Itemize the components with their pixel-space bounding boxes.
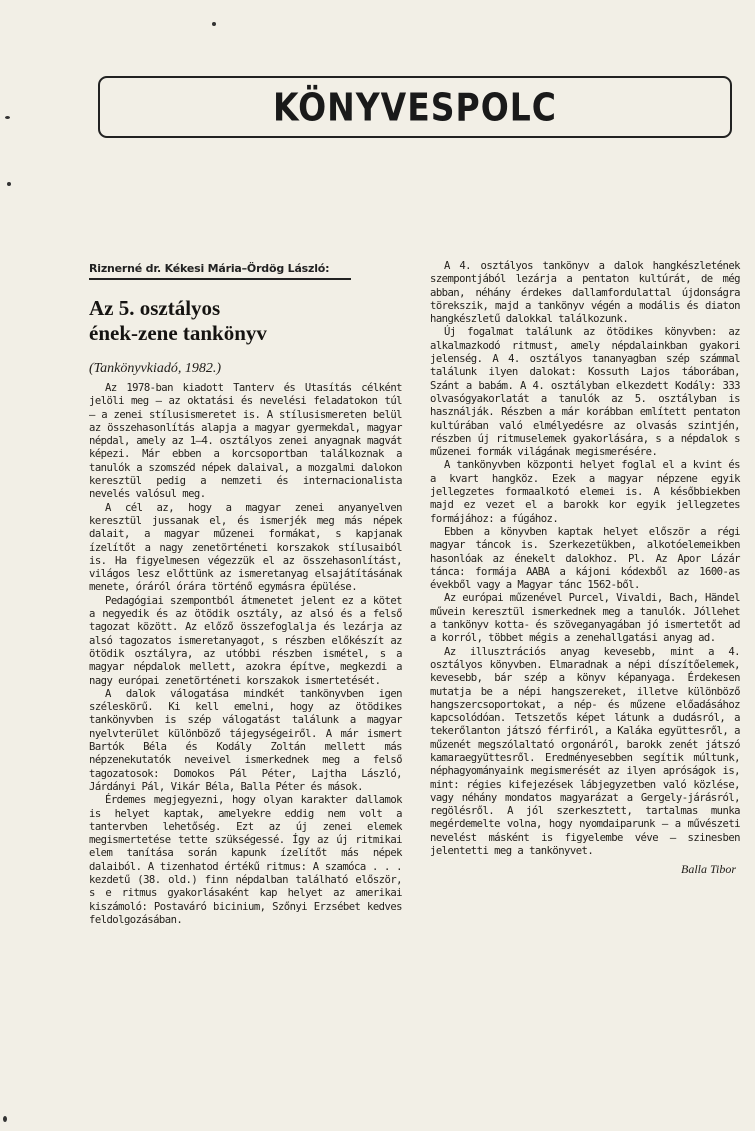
paragraph: Pedagógiai szempontból átmenetet jelent ez a kötet a negyedik és az ötödik osztály, az alsó és a felső tagozat között. Az előző összefoglalja és lezárja az alsó tagozatos ismeretanyagot, s részben előkészít az ötödik osztályra, az utóbbi részben ismétel, s a magyar népdalok mellett, azokra építve, megkezdi a nagy európai zenetörténeti korszakok ismertetését. — [89, 594, 402, 687]
paragraph: Az 1978-ban kiadott Tanterv és Utasítás célként jelöli meg — az oktatási és nevelési feladatokon túl — a zenei stílusismeretet is. A stílusismereten belül az összehasonlítás alapja a magyar gyermekdal, magyar népdal, amely az 1—4. osztályos zenei anyagnak magvát képezi. Már ebben a korcsoportban találkoznak a tanulók a szomszéd népek dalaival, a mozgalmi dalokon keresztül pedig a nemzeti és internacionalista nevelés valósul meg. — [89, 382, 402, 501]
paragraph: A tankönyvben központi helyet foglal el a kvint és a kvart hangköz. Ezek a magyar népzene egyik jellegzetes formaalkotó elemei is. A későbbiekben majd ez vezet el a barokk kor egyik jellegzetes formájához: a fúgához. — [430, 459, 740, 525]
paragraph: Ebben a könyvben kaptak helyet először a régi magyar táncok is. Szerkezetükben, alkotóelemeikben hasonlóak az énekelt dalokhoz. Pl. Az Apor Lázár tánca: formája AABA a kájoni kódexből az 1600-as évekből vagy a Magyar tánc 1562-ből. — [430, 525, 740, 592]
right-column-text — [430, 260, 740, 858]
left-column-text — [89, 382, 402, 927]
section-banner — [98, 76, 732, 138]
print-speck — [5, 116, 10, 119]
book-title-line-2: ének-zene tankönyv — [89, 321, 267, 345]
section-title: KÖNYVESPOLC — [273, 84, 557, 130]
paragraph: A 4. osztályos tankönyv a dalok hangkészletének szempontjából lezárja a pentaton kultúrát, de még abban, néhány érdekes dallamfordulattal újdonságra törekszik, majd a tankönyv végén a modális és diaton hangkészletű dalokkal találkozunk. — [430, 260, 740, 326]
left-column — [89, 262, 402, 927]
book-title — [89, 296, 402, 346]
paragraph: A dalok válogatása mindkét tankönyvben igen széleskörű. Ki kell emelni, hogy az ötödikes tankönyvben is szép válogatást találunk a magyar nyelvterület különböző tájegységeiről. A már ismert Bartók Béla és Kodály Zoltán mellett más népzenekutatók neveivel ismerkednek meg a felső tagozatosok: Domokos Pál Péter, Lajtha László, Járdányi Pál, Vikár Béla, Balla Péter és mások. — [89, 687, 402, 793]
paragraph: Érdemes megjegyezni, hogy olyan karakter dallamok is helyet kaptak, amelyekre eddig nem volt a tantervben lehetőség. Ezt az új zenei elemek megismertetése tette szükségessé. Így az új ritmikai elem tanítása során kapunk ízelítőt más népek dalaiból. A tizenhatod értékű ritmus: A szamóca . . . kezdetű (38. old.) finn népdalban található először, s e ritmus gyakorlásaként kap helyet az amerikai kiszámoló: Postaváró bicinium, Szőnyi Erzsébet kedves feldolgozásában. — [89, 794, 402, 926]
paragraph: A cél az, hogy a magyar zenei anyanyelven keresztül jussanak el, és ismerjék meg más népek dalait, a magyar műzenei formákat, s kapjanak ízelítőt a nagy zenetörténeti korszakok stílusaiból is. Ha figyelmesen végezzük el az összehasonlítást, világos lesz előttünk az ismeretanyag elsajátításának menete, óráról órára történő egymásra épülése. — [89, 501, 402, 594]
print-speck — [212, 22, 216, 26]
publisher-line: (Tankönyvkiadó, 1982.) — [89, 361, 222, 376]
paragraph: Az európai műzenével Purcel, Vivaldi, Bach, Händel művein keresztül ismerkednek meg a tanulók. Jóllehet a tankönyv kotta- és szöveganyagában jó ismertetőt ad a korról, többet mégis a zenehallgatási anyag ad. — [430, 592, 740, 645]
print-speck — [3, 1116, 7, 1122]
author-signature: Balla Tibor — [680, 862, 736, 877]
paragraph: Új fogalmat találunk az ötödikes könyvben: az alkalmazkodó ritmust, amely népdalainkban gyakori jelenség. A 4. osztályos tananyagban szép számmal találunk ilyen dalokat: Kossuth Lajos táborában, Szánt a babám. A 4. osztályban elkezdett Kodály: 333 olvasógyakorlatát a tanulók az 5. osztályban is használják. Részben a már korábban említett pentaton kultúrában való elmélyedésre az olvasás szintjén, részben új ritmuselemek gyakorlására, s a népdalok s műzenei formák világának megismerésére. — [430, 326, 740, 459]
authors-line: Riznerné dr. Kékesi Mária–Ördög László: — [89, 262, 351, 280]
right-column — [430, 260, 740, 877]
paragraph: Az illusztrációs anyag kevesebb, mint a 4. osztályos könyvben. Elmaradnak a népi díszítőelemek, kevesebb, bár szép a könyv képanyaga. Érdekesen mutatja be a népi hangszereket, illetve különböző hangszercsoportokat, a nép- és műzene előadásához kapcsolódóan. Tetszetős képet látunk a dudásról, a tekerőlanton játszó férfiról, a Kaláka együttesről, a műzenét megszólaltató orgonáról, barokk zenét játszó kamaraegyüttesről. Eredményesebben segítik múltunk, néphagyományaink megismerését az ilyen apróságok is, mint: régies kifejezések lábjegyzetben való közlése, vagy néhány mondatos magyarázat a Gergely-járásról, regölésről. A jól szerkesztett, tartalmas munka megérdemelte volna, hogy nyomdaiparunk — a művészeti nevelést másként is figyelembe véve — szinesben jelentetti meg a tankönyvet. — [430, 645, 740, 858]
book-title-line-1: Az 5. osztályos — [89, 296, 221, 320]
print-speck — [7, 182, 11, 186]
